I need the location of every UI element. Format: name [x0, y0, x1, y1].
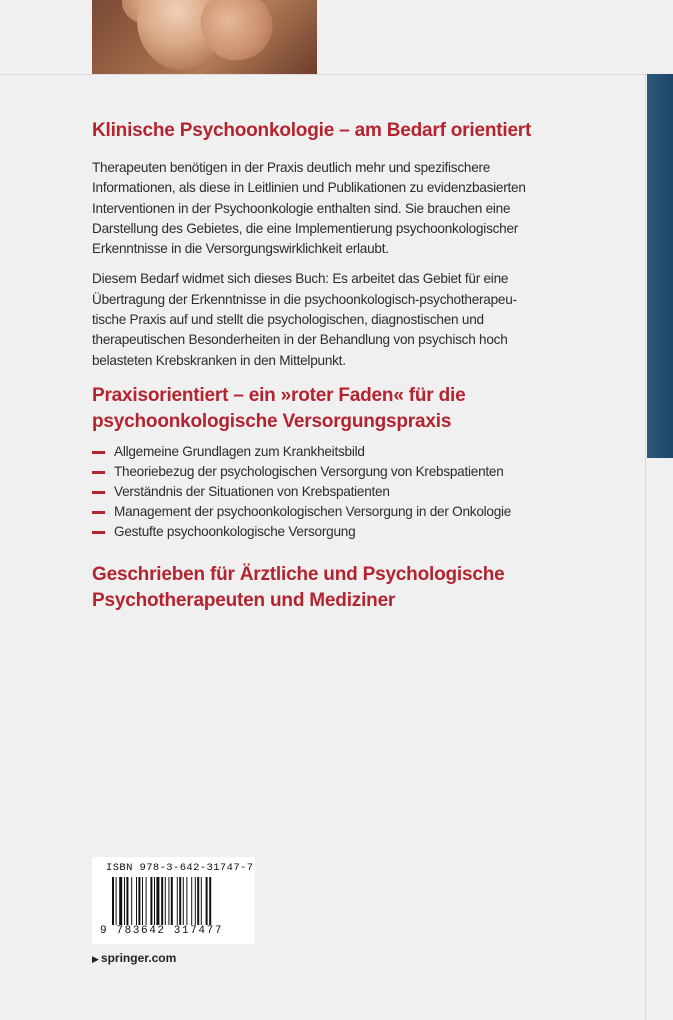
barcode-stripe	[142, 877, 143, 925]
list-item	[92, 502, 532, 522]
barcode-stripe	[177, 877, 178, 925]
barcode-stripe	[209, 877, 211, 925]
spine-color-strip	[647, 74, 673, 458]
barcode-stripe	[186, 877, 187, 925]
triangle-arrow-icon: ▶	[92, 954, 99, 964]
barcode-stripe	[126, 877, 128, 925]
list-item	[92, 522, 532, 542]
barcode-stripe	[136, 877, 137, 925]
barcode-stripe	[116, 877, 117, 925]
dash-bullet-icon	[92, 471, 105, 474]
barcode-stripe	[154, 877, 155, 925]
list-item-text: Gestufte psychoonkologische Versorgung	[114, 523, 356, 539]
barcode-stripe	[171, 877, 173, 925]
barcode-stripe	[179, 877, 181, 925]
feature-list	[92, 442, 532, 542]
barcode-stripe	[146, 877, 147, 925]
barcode-stripe	[197, 877, 199, 925]
dash-bullet-icon	[92, 451, 105, 454]
list-item-text: Allgemeine Grundlagen zum Krankheitsbild	[114, 443, 365, 459]
barcode-stripe	[195, 877, 196, 925]
barcode-stripe	[201, 877, 202, 925]
list-item	[92, 482, 532, 502]
barcode-stripe	[168, 877, 169, 925]
main-heading: Klinische Psychoonkologie – am Bedarf orientiert	[92, 120, 532, 141]
barcode-number: 9 783642 317477	[100, 925, 224, 937]
spine-rule	[645, 74, 646, 1020]
list-item-text: Theoriebezug der psychologischen Versorgung von Krebspatienten	[114, 463, 504, 479]
barcode-stripe	[156, 877, 159, 925]
isbn-barcode	[92, 857, 255, 944]
list-item-text: Management der psychoonkologischen Versorgung in der Onkologie	[114, 503, 512, 519]
list-item	[92, 462, 532, 482]
barcode-stripe	[191, 877, 192, 925]
dash-bullet-icon	[92, 531, 105, 534]
audience-heading: Geschrieben für Ärztliche und Psychologische Psychotherapeuten und Mediziner	[92, 563, 505, 611]
barcode-stripe	[150, 877, 152, 925]
barcode-stripe	[119, 877, 122, 925]
list-item-text: Verständnis der Situationen von Krebspatienten	[114, 483, 390, 499]
sub-heading: Praxisorientiert – ein »roter Faden« für die psychoonkologische Versorgungspraxis	[92, 384, 466, 432]
barcode-stripe	[131, 877, 132, 925]
list-item	[92, 442, 532, 462]
barcode-stripe	[124, 877, 125, 925]
back-cover-text	[92, 118, 532, 614]
barcode-stripe	[183, 877, 184, 925]
cover-photo	[92, 0, 317, 74]
barcode-stripe	[112, 877, 114, 925]
barcode-stripe	[161, 877, 163, 925]
isbn-label: ISBN 978-3-642-31747-7	[106, 862, 254, 874]
dash-bullet-icon	[92, 511, 105, 514]
publisher-text: springer.com	[100, 951, 177, 965]
barcode-stripe	[206, 877, 208, 925]
intro-paragraph: Therapeuten benötigen in der Praxis deutlich mehr und spezifischere Informationen, als diese in Leitlinien und Publikationen zu evidenzbasierten Interventionen in der Psychoonkologie enthalten sind. Sie brauchen eine Darstellung des Gebietes, die eine Implementierung psychoonkologischer Erkenntnisse in die Versorgungswirklichkeit erlaubt.	[92, 160, 526, 257]
description-paragraph: Diesem Bedarf widmet sich dieses Buch: Es arbeitet das Gebiet für eine Übertragung der Erkenntnisse in die psychoonkologisch-psychotherapeutische Praxis auf und stellt die psychologischen, diagnostischen und therapeutischen Besonderheiten in der Behandlung von psychisch hoch belasteten Krebskranken in den Mittelpunkt.	[92, 271, 518, 368]
publisher-link[interactable]	[92, 951, 176, 965]
barcode-bars	[112, 877, 240, 925]
barcode-stripe	[138, 877, 140, 925]
barcode-stripe	[165, 877, 166, 925]
dash-bullet-icon	[92, 491, 105, 494]
